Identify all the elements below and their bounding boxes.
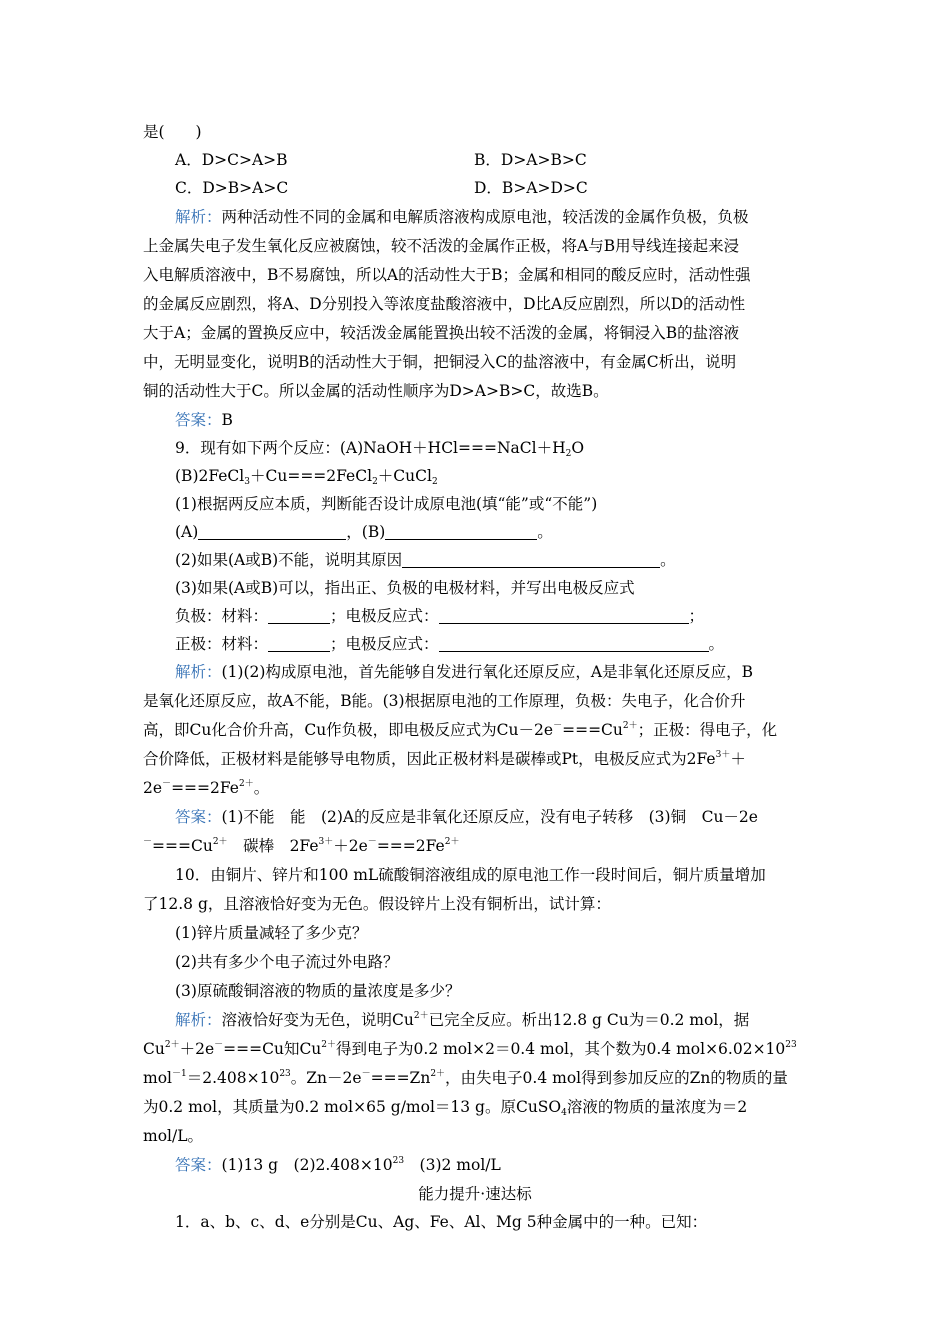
q8-analysis-line: 铜的活动性大于C。所以金属的活动性顺序为D>A>B>C，故选B。 bbox=[143, 382, 609, 400]
answer-label: 答案： bbox=[175, 1156, 222, 1174]
q9-stem: 9．现有如下两个反应：$(A)NaOH+HCl===NaCl+H_2O$ bbox=[175, 439, 585, 459]
q9-part2: (2)如果(A或B)不能，说明其原因 。 bbox=[175, 551, 676, 569]
q8-analysis-line: 中，无明显变化，说明B的活动性大于铜，把铜浸入C的盐溶液中，有金属C析出，说明 bbox=[143, 353, 737, 371]
answer-blank-pos-equation[interactable] bbox=[439, 635, 709, 652]
q10-stem-cont: 了12.8 g，且溶液恰好变为无色。假设锌片上没有铜析出，试计算： bbox=[143, 895, 611, 913]
answer-blank-neg-equation[interactable] bbox=[439, 607, 689, 624]
q9-answer-cont: $^-===Cu^{2+}$ 碳棒 $2Fe^{3+}+2e^-===2Fe^{2+}$ bbox=[143, 837, 460, 855]
q10-analysis-line: 为0.2 mol，其质量为0.2 mol×65 g/mol＝13 g。原CuSO$_4$溶液的物质的量浓度为＝2 bbox=[143, 1098, 748, 1118]
analysis-label: 解析： bbox=[175, 1011, 222, 1029]
q8-option-d: D．B>A>D>C bbox=[474, 179, 588, 197]
answer-blank-a[interactable] bbox=[198, 523, 346, 540]
q9-reaction-b: (B)2FeCl$_3$＋Cu===2FeCl$_2$＋CuCl$_2$ bbox=[175, 467, 438, 487]
analysis-label: 解析： bbox=[175, 208, 222, 226]
q9-analysis-line: $2e^-===2Fe^{2+}$。 bbox=[143, 779, 270, 797]
q9-part1-blanks: (A) ，(B) 。 bbox=[175, 523, 553, 541]
answer-blank-reason[interactable] bbox=[402, 551, 660, 568]
q8-answer: 答案：B bbox=[175, 411, 233, 429]
section-title: 能力提升·速达标 bbox=[418, 1185, 532, 1203]
q9-analysis-line: 高，即Cu化合价升高，Cu作负极，即电极反应式为$Cu-2e^-===Cu^{2+}$；正极：得电子，化 bbox=[143, 721, 778, 739]
q10-part1: (1)锌片质量减轻了多少克？ bbox=[175, 924, 368, 942]
answer-blank-neg-material[interactable] bbox=[268, 607, 330, 624]
answer-blank-b[interactable] bbox=[385, 523, 537, 540]
q9-part3: (3)如果(A或B)可以，指出正、负极的电极材料，并写出电极反应式 bbox=[175, 579, 635, 597]
q10-part3: (3)原硫酸铜溶液的物质的量浓度是多少？ bbox=[175, 982, 461, 1000]
section-q1-stem: 1．a、b、c、d、e分别是Cu、Ag、Fe、Al、Mg 5种金属中的一种。已知： bbox=[175, 1213, 708, 1231]
q9-part1: (1)根据两反应本质，判断能否设计成原电池(填“能”或“不能”) bbox=[175, 495, 598, 513]
q8-analysis-line: 入电解质溶液中，B不易腐蚀，所以A的活动性大于B；金属和相同的酸反应时，活动性强 bbox=[143, 266, 751, 284]
q10-stem: 10．由铜片、锌片和100 mL硫酸铜溶液组成的原电池工作一段时间后，铜片质量增加 bbox=[175, 866, 766, 884]
q10-analysis-line: 解析：溶液恰好变为无色，说明$Cu^{2+}$已完全反应。析出12.8 g Cu为＝0.2 mol，据 bbox=[175, 1011, 750, 1029]
q9-positive-electrode: 正极：材料： ；电极反应式： 。 bbox=[175, 635, 725, 653]
q10-answer: 答案：(1)13 g $(2)2.408\times 10^{23}$ (3)2 mol/L bbox=[175, 1156, 501, 1174]
q8-analysis-line: 解析：两种活动性不同的金属和电解质溶液构成原电池，较活泼的金属作负极，负极 bbox=[175, 208, 749, 226]
q8-option-a: A．D>C>A>B bbox=[175, 151, 288, 169]
q9-answer: 答案：(1)不能 能 (2)A的反应是非氧化还原反应，没有电子转移 (3)铜 Cu－2e bbox=[175, 808, 758, 826]
q10-analysis-line: mol/L。 bbox=[143, 1127, 204, 1145]
q8-option-c: C．D>B>A>C bbox=[175, 179, 289, 197]
answer-label: 答案： bbox=[175, 411, 222, 429]
q10-analysis-line: $mol^{-1}=2.408\times 10^{23}$。$Zn-2e^-===Zn^{2+}$，由失电子0.4 mol得到参加反应的Zn的物质的量 bbox=[143, 1069, 788, 1087]
q8-analysis-line: 上金属失电子发生氧化反应被腐蚀，较不活泼的金属作正极，将A与B用导线连接起来浸 bbox=[143, 237, 740, 255]
answer-blank-pos-material[interactable] bbox=[268, 635, 330, 652]
q9-analysis-line: 解析：(1)(2)构成原电池，首先能够自发进行氧化还原反应，A是非氧化还原反应，B bbox=[175, 663, 754, 681]
q9-analysis-line: 是氧化还原反应，故A不能，B能。(3)根据原电池的工作原理，负极：失电子，化合价升 bbox=[143, 692, 746, 710]
q8-option-b: B．D>A>B>C bbox=[474, 151, 587, 169]
q10-analysis-line: $Cu^{2+}+2e^-===Cu$知$Cu^{2+}$得到电子为0.2 mol×2＝0.4 mol，其个数为0.4 $mol\times 6.02\times 10^{23}$ bbox=[143, 1040, 797, 1058]
answer-label: 答案： bbox=[175, 808, 222, 826]
q8-analysis-line: 大于A；金属的置换反应中，较活泼金属能置换出较不活泼的金属，将铜浸入B的盐溶液 bbox=[143, 324, 740, 342]
q9-analysis-line: 合价降低，正极材料是能够导电物质，因此正极材料是碳棒或Pt，电极反应式为$2Fe^{3+}+$ bbox=[143, 750, 746, 768]
q10-part2: (2)共有多少个电子流过外电路？ bbox=[175, 953, 399, 971]
q9-negative-electrode: 负极：材料： ；电极反应式： ； bbox=[175, 607, 705, 625]
q8-analysis-line: 的金属反应剧烈，将A、D分别投入等浓度盐酸溶液中，D比A反应剧烈，所以D的活动性 bbox=[143, 295, 746, 313]
q8-stem-tail: 是( ) bbox=[143, 123, 202, 141]
analysis-label: 解析： bbox=[175, 663, 222, 681]
